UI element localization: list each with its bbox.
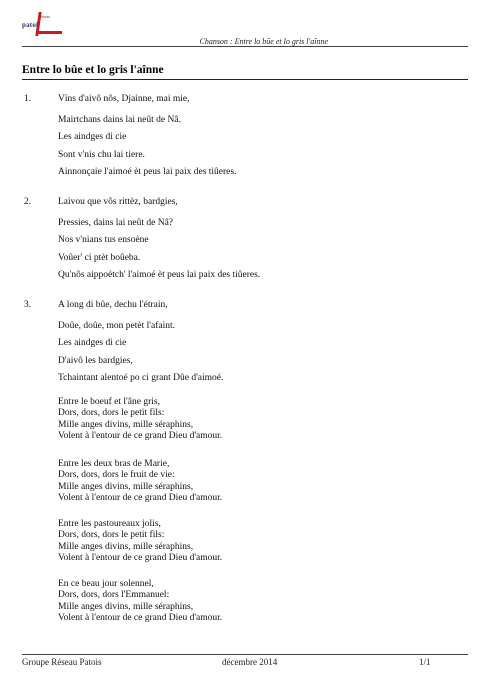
french-line: Volent à l'entour de ce grand Dieu d'amour. bbox=[58, 553, 223, 564]
french-line: Entre le boeuf et l'âne gris, bbox=[58, 397, 160, 407]
footer-date: décembre 2014 bbox=[222, 657, 278, 667]
french-line: Volent à l'entour de ce grand Dieu d'amour. bbox=[58, 431, 223, 442]
french-line: Volent à l'entour de ce grand Dieu d'amour. bbox=[58, 493, 223, 504]
title-divider bbox=[22, 79, 468, 80]
french-line: Dors, dors, dors le fruit de vie: bbox=[58, 470, 175, 481]
french-verse-3 bbox=[58, 519, 222, 565]
verse-line: Vïns d'aivô nôs, Djainne, mai mie, bbox=[58, 94, 190, 104]
verse-line: Les aindges di cie bbox=[58, 132, 127, 143]
french-line: En ce beau jour solennel, bbox=[58, 579, 154, 589]
stanza-number: 1. bbox=[24, 94, 32, 104]
footer-divider bbox=[22, 654, 468, 655]
verse-line: Les aindges di cie bbox=[58, 338, 127, 349]
verse-line: Voûer' ci ptèt boûeba. bbox=[58, 252, 141, 263]
logo-small-text: réseau bbox=[40, 14, 51, 19]
french-verse-1 bbox=[58, 397, 222, 443]
stanza-lines bbox=[58, 197, 260, 285]
french-line: Entre les pastoureaux jolis, bbox=[58, 519, 161, 529]
stanza-lines bbox=[58, 300, 223, 388]
running-header-title: Chanson : Entre lo bûe et lo gris l'aînne bbox=[199, 37, 328, 46]
footer-organization: Groupe Réseau Patois bbox=[22, 657, 102, 667]
logo-text: patoi bbox=[22, 21, 39, 29]
verse-line: Nos v'nians tus ensoène bbox=[58, 235, 149, 246]
verse-line: A long di bûe, dechu l'étrain, bbox=[58, 300, 168, 310]
verse-line: Pressies, dains lai neût de Nâ? bbox=[58, 217, 174, 228]
header-divider bbox=[22, 46, 468, 47]
verse-line: Doûe, doûe, mon petèt l'afaint. bbox=[58, 320, 175, 331]
french-line: Volent à l'entour de ce grand Dieu d'amour. bbox=[58, 613, 223, 624]
verse-line: Mairtchans dains lai neût de Nâ. bbox=[58, 114, 181, 125]
verse-line: D'aivô les bardgies, bbox=[58, 355, 133, 366]
page-number: 1/1 bbox=[419, 657, 431, 667]
verse-line: Tchaintant alentoé po ci grant Dûe d'aimoé. bbox=[58, 373, 224, 384]
verse-line: Laivou que vôs rittèz, bardgies, bbox=[58, 197, 178, 207]
verse-line: Qu'nôs aippoétch' l'aimoé èt peus lai paix des tiûeres. bbox=[58, 270, 261, 281]
french-verse-4 bbox=[58, 579, 222, 625]
french-line: Dors, dors, dors le petit fils: bbox=[58, 530, 165, 541]
logo-bar-icon bbox=[36, 31, 62, 34]
french-verse-2 bbox=[58, 459, 222, 505]
french-line: Mille anges divins, mille séraphins, bbox=[58, 601, 194, 612]
verse-line: Sont v'nis chu lai tiere. bbox=[58, 149, 145, 160]
french-line: Mille anges divins, mille séraphins, bbox=[58, 481, 194, 492]
patois-logo bbox=[22, 10, 64, 38]
page-title: Entre lo bûe et lo gris l'aînne bbox=[22, 64, 164, 76]
stanza-number: 2. bbox=[24, 197, 32, 207]
stanza-number: 3. bbox=[24, 300, 32, 310]
french-line: Dors, dors, dors l'Emmanuel: bbox=[58, 590, 170, 601]
verse-line: Ainnonçaie l'aimoé èt peus lai paix des tiûeres. bbox=[58, 167, 237, 178]
stanza-lines bbox=[58, 94, 236, 182]
french-line: Dors, dors, dors le petit fils: bbox=[58, 408, 165, 419]
french-line: Mille anges divins, mille séraphins, bbox=[58, 541, 194, 552]
french-line: Entre les deux bras de Marie, bbox=[58, 459, 170, 469]
french-line: Mille anges divins, mille séraphins, bbox=[58, 419, 194, 430]
